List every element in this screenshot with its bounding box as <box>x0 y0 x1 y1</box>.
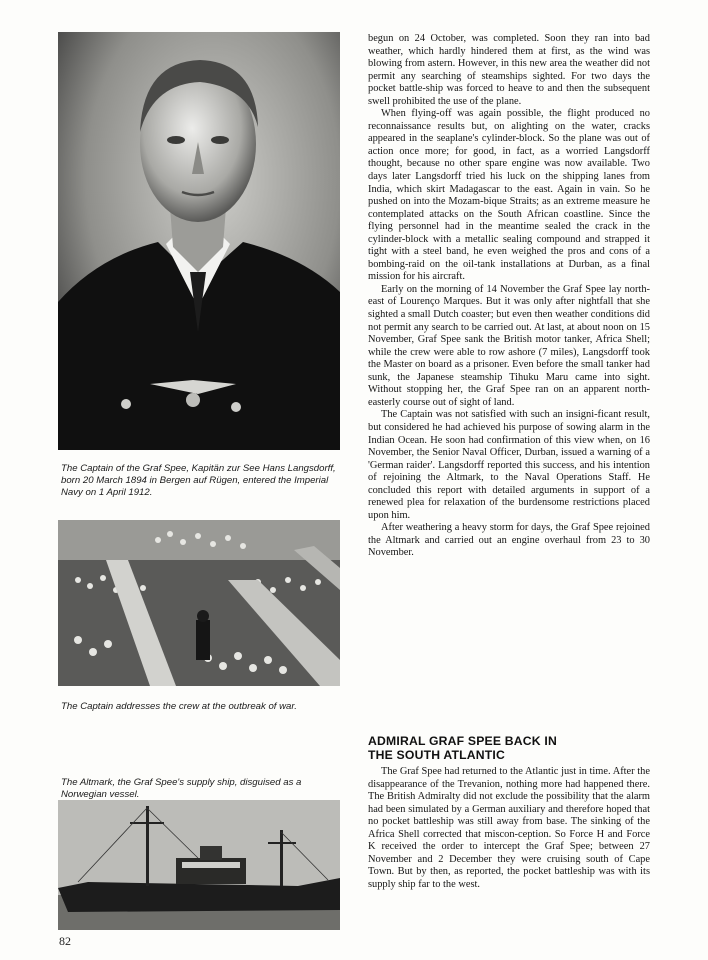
captain-portrait-photo <box>58 32 340 450</box>
crew-assembly-photo <box>58 520 340 686</box>
article-column-top <box>368 33 650 560</box>
crew-caption: The Captain addresses the crew at the outbreak of war. <box>61 700 297 712</box>
paragraph: The Captain was not satisfied with such an insigni-ficant result, but considered he had achieved his purpose of sowing alarm in the Indian Ocean. He soon had confirmation of this view when, on 16 November, the Senior Naval Officer, Durban, issued a warning of a 'German raider'. Langsdorff reported this success, and his intention of rejoining the Altmark, to the Naval Operations Staff. He concluded this report with detailed arguments in support of a renewed plea for relaxation of the burdensome restrictions placed upon him. <box>368 409 650 521</box>
ship-image <box>58 800 340 930</box>
page-number: 82 <box>59 934 71 948</box>
paragraph: The Graf Spee had returned to the Atlantic just in time. After the disappearance of the Trevanion, nothing more had happened there. The British Admiralty did not exclude the possibility that the alarm had been simulated by a German auxiliary and therefore hoped that no pocket battleship was still away from base. The sinking of the Africa Shell corrected that miscon-ception. So Force H and Force K received the order to intercept the Graf Spee; between 27 November and 2 December they were cruising south of Cape Town. But by then, as reported, the pocket battleship was with its supply ship far to the west. <box>368 766 650 890</box>
crew-image <box>58 520 340 686</box>
paragraph: Early on the morning of 14 November the Graf Spee lay north-east of Lourenço Marques. But it was only after nightfall that she sighted a small Dutch coaster; but even then weather conditions did not permit any search to be carried out. At last, at about noon on 15 November, Graf Spee sank the British motor tanker, Africa Shell; while the crew were able to row ashore (7 miles), Langsdorff took the Master on board as a prisoner. Even before the small tanker had sunk, the Japanese steamship Tihuku Maru came into sight. Without stopping her, the Graf Spee ran on an apparent north-easterly course out of sight of land. <box>368 283 650 408</box>
portrait-image <box>58 32 340 450</box>
article-column-bottom <box>368 766 650 891</box>
ship-caption: The Altmark, the Graf Spee's supply ship, disguised as a Norwegian vessel. <box>61 776 302 800</box>
paragraph: When flying-off was again possible, the flight produced no reconnaissance results but, on alighting on the water, cracks appeared in the seaplane's cylinder-block. So the plane was out of action once more; for good, in fact, as a worried Langsdorff thought, because no other spare engine was now available. Two days later Langsdorff tried his luck on the shipping lanes from India, which skirt Madagascar to the east. Again in vain. So he pushed on into the Mozam-bique Straits; as an extreme measure he contemplated attacks on the South African coastline. Since the flying personnel had in the meantime sealed the crack in the cylinder-block with a metallic sealing compound and strapped it tight with a steel band, he even weighed the pros and cons of a bombing-raid on the oil-tank installations at Durban, as a final mission for his aircraft. <box>368 108 650 283</box>
section-heading-line: THE SOUTH ATLANTIC <box>368 748 505 762</box>
paragraph: After weathering a heavy storm for days, the Graf Spee rejoined the Altmark and carried out an engine overhaul from 23 to 30 November. <box>368 522 650 559</box>
altmark-ship-photo <box>58 800 340 930</box>
section-heading <box>368 734 658 762</box>
portrait-caption: The Captain of the Graf Spee, Kapitän zur See Hans Langsdorff, born 20 March 1894 in Bergen auf Rügen, entered the Imperial Navy on 1 April 1912. <box>61 462 336 498</box>
section-heading-line: ADMIRAL GRAF SPEE BACK IN <box>368 734 557 748</box>
paragraph: begun on 24 October, was completed. Soon they ran into bad weather, which hardly hindered them at first, as the wind was blowing from astern. However, in this new area the weather did not permit any searching of steamships sighted. For two days the pocket battle-ship was forced to heave to and then the subsequent swell prohibited the use of the plane. <box>368 33 650 107</box>
